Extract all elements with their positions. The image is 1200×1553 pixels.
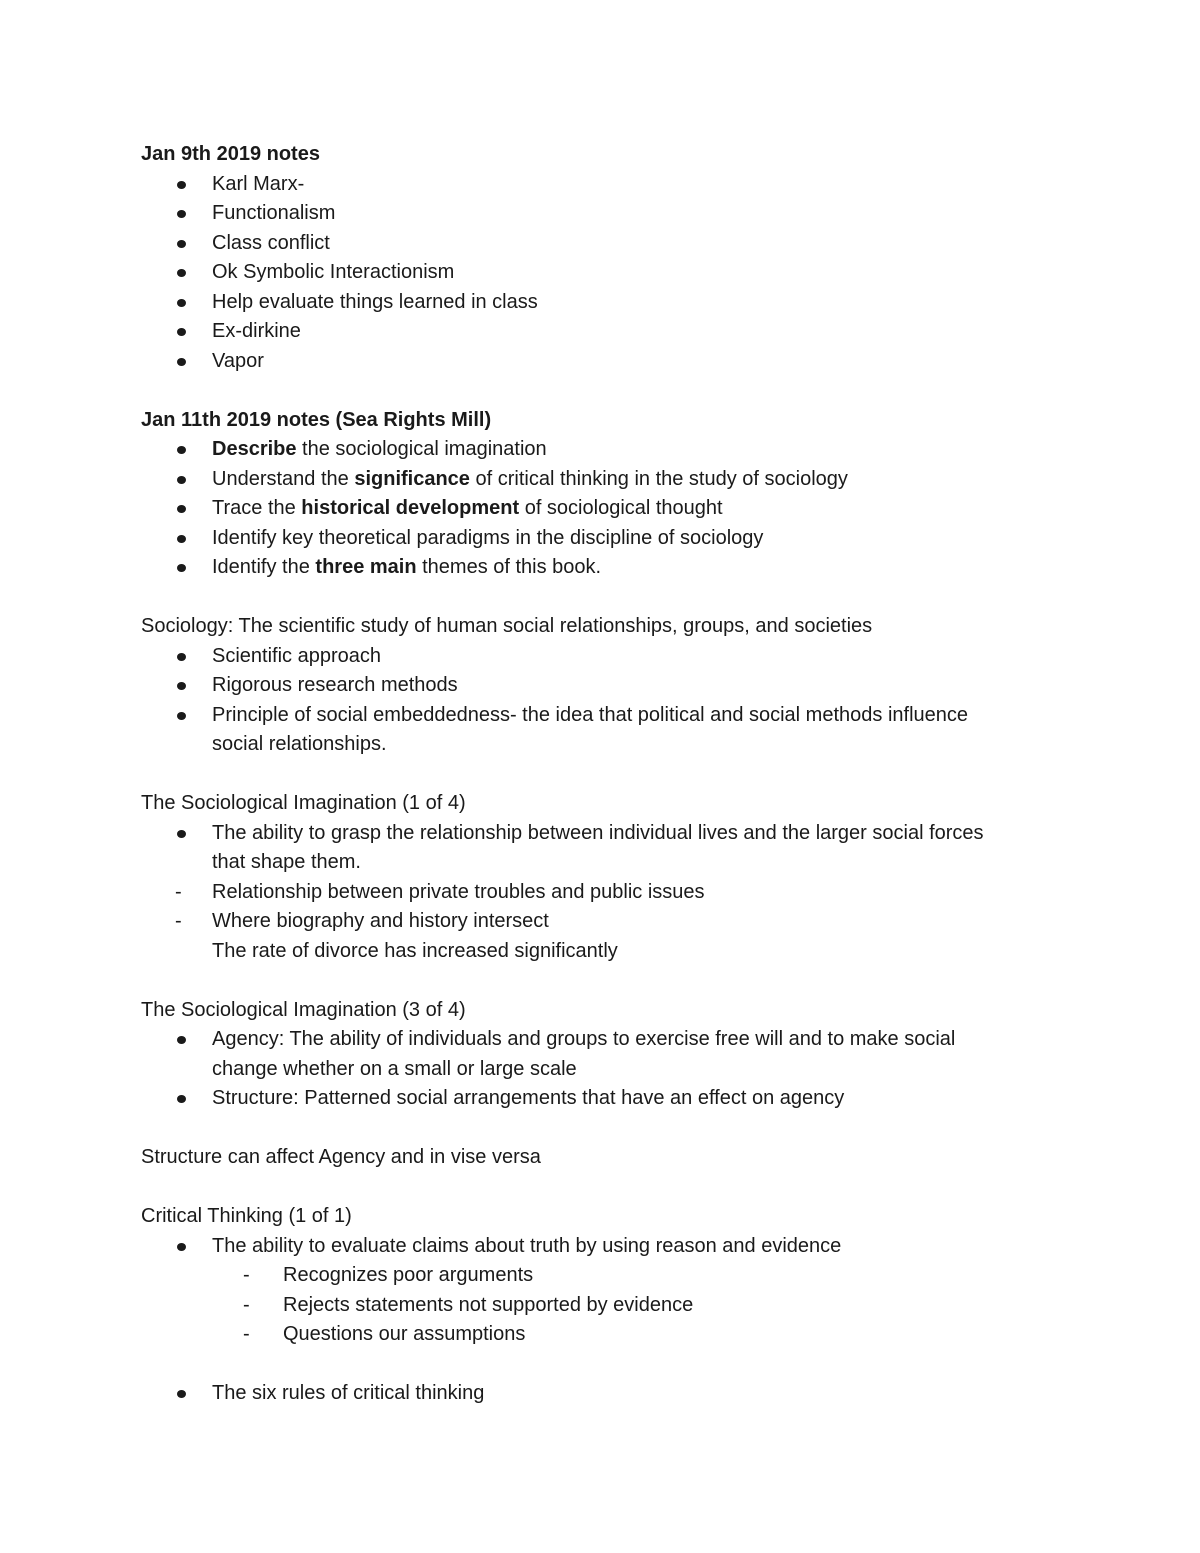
section-heading: Jan 9th 2019 notes [141, 143, 320, 165]
spacer [141, 376, 1101, 406]
dash-marker: - [243, 1293, 250, 1316]
list-item: - Where biography and history intersect [141, 907, 1101, 937]
list-item: Scientific approach [212, 644, 381, 667]
bullet-list [141, 1025, 1101, 1114]
section-heading: Critical Thinking (1 of 1) [141, 1205, 352, 1227]
list-item: Ok Symbolic Interactionism [212, 261, 455, 283]
list-item: Identify key theoretical paradigms in the discipline of sociology [212, 526, 764, 549]
list-item-continuation: change whether on a small or large scale [212, 1057, 577, 1080]
dash-marker: - [175, 880, 182, 903]
list-item: Rigorous research methods [212, 674, 458, 696]
list-item: The ability to evaluate claims about truth by using reason and evidence [212, 1234, 842, 1257]
spacer [141, 1114, 1101, 1144]
spacer [141, 1173, 1101, 1203]
list-item-continuation: that shape them. [212, 851, 361, 873]
bullet-list [141, 1379, 1101, 1409]
list-item: - Relationship between private troubles and public issues [141, 878, 1101, 908]
list-item: Understand the significance of critical thinking in the study of sociology [212, 467, 848, 490]
spacer [141, 760, 1101, 790]
dash-marker: - [175, 910, 182, 932]
list-item: Ex-dirkine [212, 320, 301, 342]
list-item: Class conflict [212, 231, 330, 254]
bullet-list [141, 170, 1101, 377]
list-item: The ability to grasp the relationship between individual lives and the larger social forces [212, 821, 984, 844]
list-item: Karl Marx- [212, 172, 305, 195]
list-item: Functionalism [212, 202, 336, 224]
list-item: Help evaluate things learned in class [212, 290, 538, 313]
list-item: The six rules of critical thinking [212, 1382, 485, 1404]
bullet-list [141, 642, 1101, 760]
list-item: Structure: Patterned social arrangements that have an effect on agency [212, 1087, 845, 1109]
sub-list-item: - Rejects statements not supported by evidence [141, 1291, 1101, 1321]
spacer [141, 583, 1101, 613]
dash-marker: - [243, 1323, 250, 1345]
list-item-continuation: The rate of divorce has increased significantly [212, 939, 618, 962]
sub-list-item: - Questions our assumptions [141, 1320, 1101, 1350]
list-item: Trace the historical development of sociological thought [212, 497, 723, 519]
section-heading: The Sociological Imagination (1 of 4) [141, 792, 466, 814]
bullet-list [141, 819, 1101, 967]
bullet-list [141, 435, 1101, 583]
spacer [141, 1350, 1101, 1380]
list-item: Agency: The ability of individuals and groups to exercise free will and to make social [212, 1028, 956, 1050]
list-item: Vapor [212, 349, 264, 372]
bullet-list [141, 1232, 1101, 1350]
section-heading: Jan 11th 2019 notes (Sea Rights Mill) [141, 408, 492, 431]
list-item: Principle of social embeddedness- the idea that political and social methods influence [212, 703, 969, 726]
dash-marker: - [243, 1264, 250, 1286]
section-heading: The Sociological Imagination (3 of 4) [141, 998, 466, 1021]
spacer [141, 966, 1101, 996]
list-item: Identify the three main themes of this book. [212, 556, 602, 578]
list-item-continuation: social relationships. [212, 733, 387, 755]
list-item: Describe the sociological imagination [212, 438, 547, 460]
definition-line: Sociology: The scientific study of human social relationships, groups, and societies [141, 615, 873, 637]
statement-line: Structure can affect Agency and in vise versa [141, 1146, 541, 1168]
document-body [141, 140, 1101, 1409]
sub-list-item: - Recognizes poor arguments [141, 1261, 1101, 1291]
